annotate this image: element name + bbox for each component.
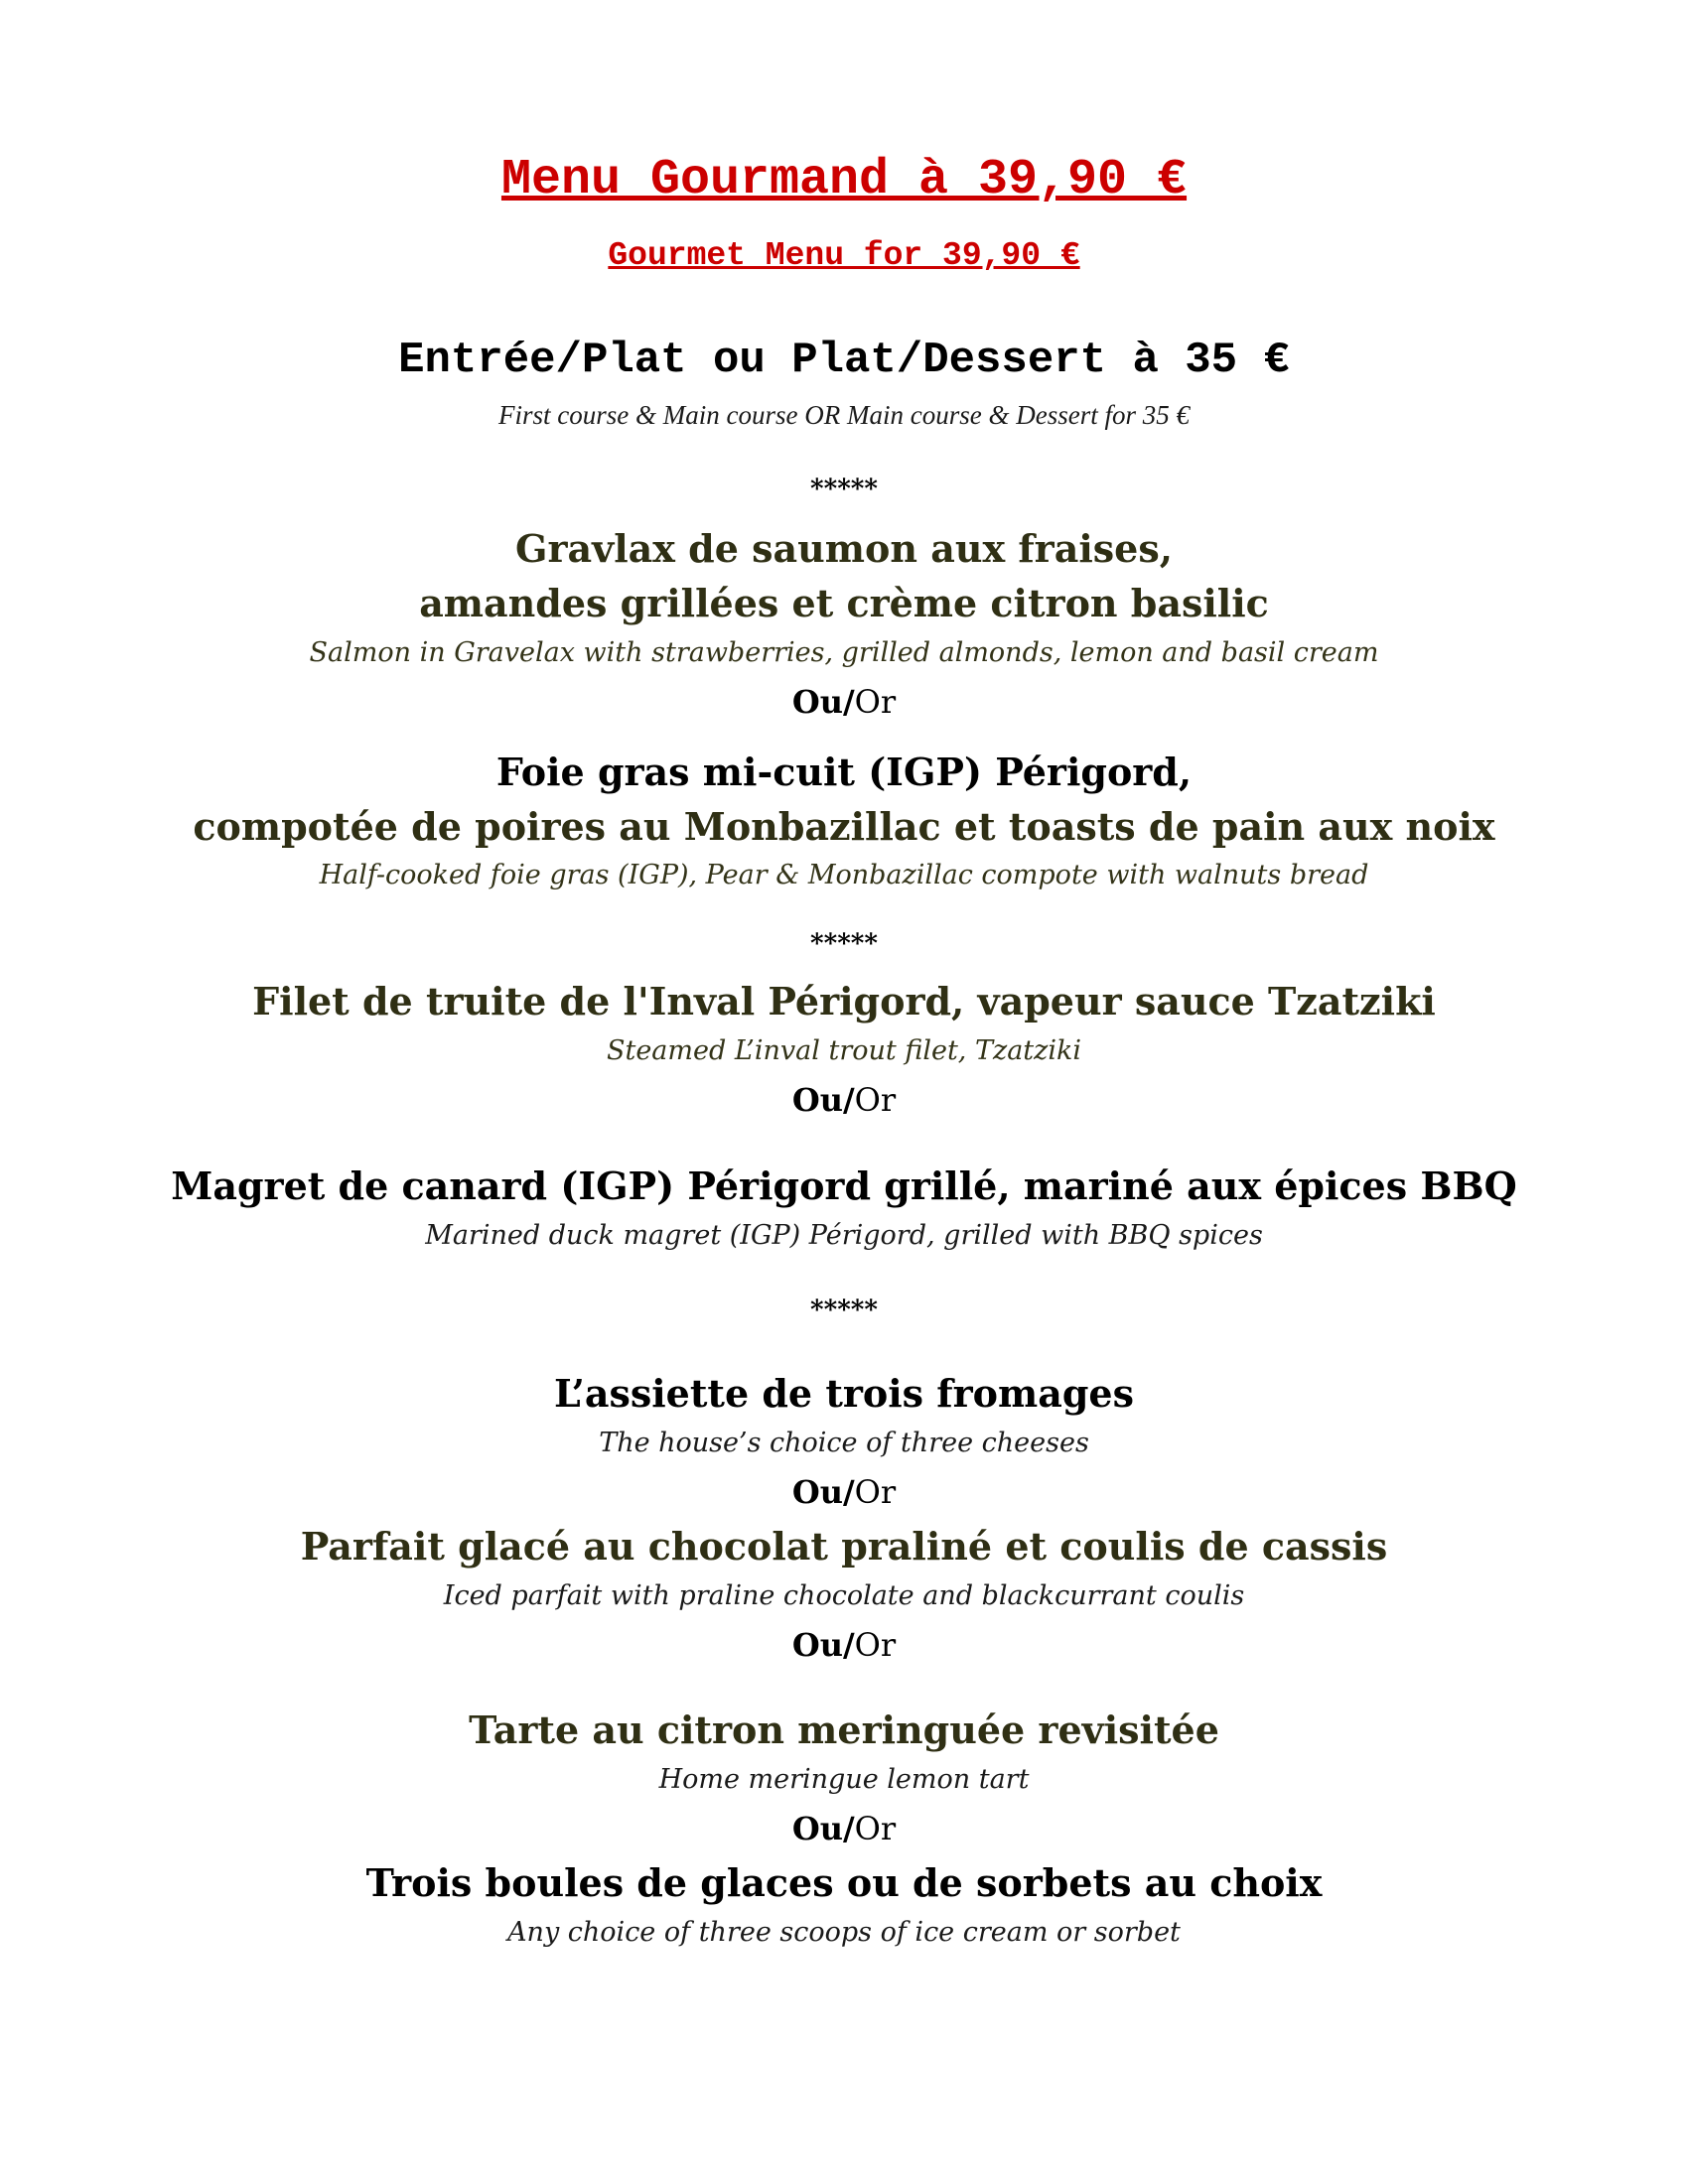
or-fr: Ou	[791, 1626, 843, 1664]
or-slash: /	[842, 1473, 855, 1511]
or-slash: /	[842, 683, 855, 721]
starter-1-name-line-2: amandes grillées et crème citron basilic	[419, 581, 1269, 625]
dessert-2-translation: Iced parfait with praline chocolate and blackcurrant coulis	[443, 1580, 1245, 1611]
main-1-name: Filet de truite de l'Inval Périgord, vapeur sauce Tzatziki	[252, 979, 1436, 1024]
or-divider-4	[0, 1626, 1688, 1664]
starter-2-name-line-2: compotée de poires au Monbazillac et toasts de pain aux noix	[193, 804, 1495, 849]
formula-translation: First course & Main course OR Main course & Dessert for 35 €	[498, 400, 1190, 430]
main-2-name: Magret de canard (IGP) Périgord grillé, mariné aux épices BBQ	[171, 1163, 1517, 1208]
separator-1: *****	[810, 475, 878, 504]
dessert-2-name: Parfait glacé au chocolat praliné et coulis de cassis	[300, 1524, 1388, 1569]
dessert-4-translation: Any choice of three scoops of ice cream or sorbet	[507, 1917, 1181, 1948]
or-en: Or	[854, 1626, 897, 1664]
or-slash: /	[842, 1810, 855, 1847]
formula-label: Entrée/Plat ou Plat/Dessert à 35 €	[398, 336, 1290, 385]
starter-1-translation: Salmon in Gravelax with strawberries, grilled almonds, lemon and basil cream	[309, 637, 1379, 668]
main-2-translation: Marined duck magret (IGP) Périgord, grilled with BBQ spices	[425, 1220, 1263, 1251]
or-fr: Ou	[791, 1810, 843, 1847]
or-fr: Ou	[791, 1473, 843, 1511]
or-fr: Ou	[791, 1081, 843, 1119]
or-fr: Ou	[791, 683, 843, 721]
or-slash: /	[842, 1626, 855, 1664]
starter-2-name-line-1: Foie gras mi-cuit (IGP) Périgord,	[495, 750, 1193, 794]
or-en: Or	[854, 1473, 897, 1511]
or-en: Or	[854, 1810, 897, 1847]
main-1-translation: Steamed L’inval trout filet, Tzatziki	[606, 1035, 1081, 1066]
starter-2-translation: Half-cooked foie gras (IGP), Pear & Monbazillac compote with walnuts bread	[319, 860, 1369, 890]
or-slash: /	[842, 1081, 855, 1119]
or-divider-3	[0, 1473, 1688, 1511]
menu-subtitle: Gourmet Menu for 39,90 €	[608, 237, 1080, 274]
dessert-3-name: Tarte au citron meringuée revisitée	[469, 1707, 1219, 1752]
dessert-1-translation: The house’s choice of three cheeses	[599, 1428, 1089, 1458]
or-divider-2	[0, 1081, 1688, 1119]
starter-1-name-line-1: Gravlax de saumon aux fraises,	[515, 526, 1173, 571]
dessert-3-translation: Home meringue lemon tart	[658, 1764, 1030, 1795]
or-divider-1	[0, 683, 1688, 721]
or-en: Or	[854, 1081, 897, 1119]
or-divider-5	[0, 1810, 1688, 1847]
dessert-1-name: L’assiette de trois fromages	[553, 1371, 1134, 1416]
dessert-4-name: Trois boules de glaces ou de sorbets au choix	[365, 1860, 1323, 1905]
or-en: Or	[854, 683, 897, 721]
menu-title: Menu Gourmand à 39,90 €	[500, 152, 1188, 208]
separator-2: *****	[810, 929, 878, 959]
separator-3: *****	[810, 1296, 878, 1325]
